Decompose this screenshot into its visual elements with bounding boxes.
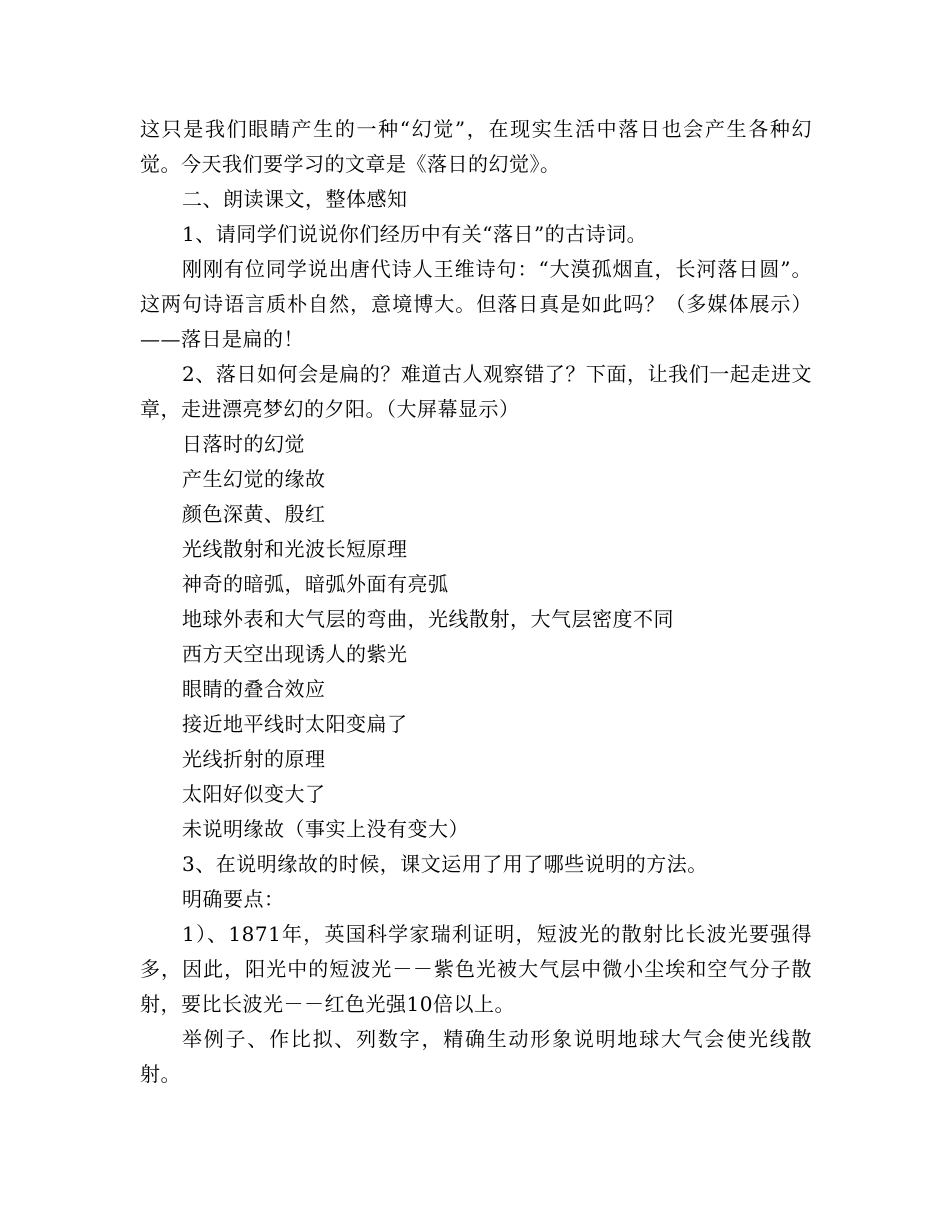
list-item: 日落时的幻觉 bbox=[182, 432, 305, 456]
question-1: 1、请同学们说说你们经历中有关“落日”的古诗词。 bbox=[182, 222, 648, 246]
section-heading-reading: 二、朗读课文，整体感知 bbox=[182, 187, 408, 211]
list-item: 接近地平线时太阳变扁了 bbox=[182, 712, 408, 736]
list-item: 神奇的暗弧，暗弧外面有亮弧 bbox=[182, 572, 449, 596]
list-item: 西方天空出现诱人的紫光 bbox=[182, 642, 408, 666]
paragraph-intro: 这只是我们眼睛产生的一种“幻觉”，在现实生活中落日也会产生各种幻觉。今天我们要学习的文章是《落日的幻觉》。 bbox=[140, 117, 812, 176]
list-item: 太阳好似变大了 bbox=[182, 782, 326, 806]
list-item: 未说明缘故（事实上没有变大） bbox=[182, 817, 469, 841]
list-item: 光线散射和光波长短原理 bbox=[182, 537, 408, 561]
list-item: 产生幻觉的缘故 bbox=[182, 467, 326, 491]
question-2: 2、落日如何会是扁的？难道古人观察错了？下面，让我们一起走进文章，走进漂亮梦幻的夕阳。（大屏幕显示） bbox=[140, 362, 812, 421]
question-3: 3、在说明缘故的时候，课文运用了用了哪些说明的方法。 bbox=[182, 852, 708, 876]
paragraph-methods: 举例子、作比拟、列数字，精确生动形象说明地球大气会使光线散射。 bbox=[140, 1027, 812, 1086]
paragraph-rayleigh: 1）、1871年，英国科学家瑞利证明，短波光的散射比长波光要强得多，因此，阳光中的短波光－－紫色光被大气层中微小尘埃和空气分子散射，要比长波光－－红色光强10倍以上。 bbox=[140, 922, 812, 1016]
paragraph-poem: 刚刚有位同学说出唐代诗人王维诗句：“大漠孤烟直，长河落日圆”。这两句诗语言质朴自然，意境博大。但落日真是如此吗？（多媒体展示） ——落日是扁的！ bbox=[140, 257, 812, 351]
document-body bbox=[140, 112, 812, 1092]
key-points-label: 明确要点： bbox=[182, 887, 285, 911]
list-item: 眼睛的叠合效应 bbox=[182, 677, 326, 701]
list-item: 地球外表和大气层的弯曲，光线散射，大气层密度不同 bbox=[182, 607, 674, 631]
list-item: 颜色深黄、殷红 bbox=[182, 502, 326, 526]
list-item: 光线折射的原理 bbox=[182, 747, 326, 771]
